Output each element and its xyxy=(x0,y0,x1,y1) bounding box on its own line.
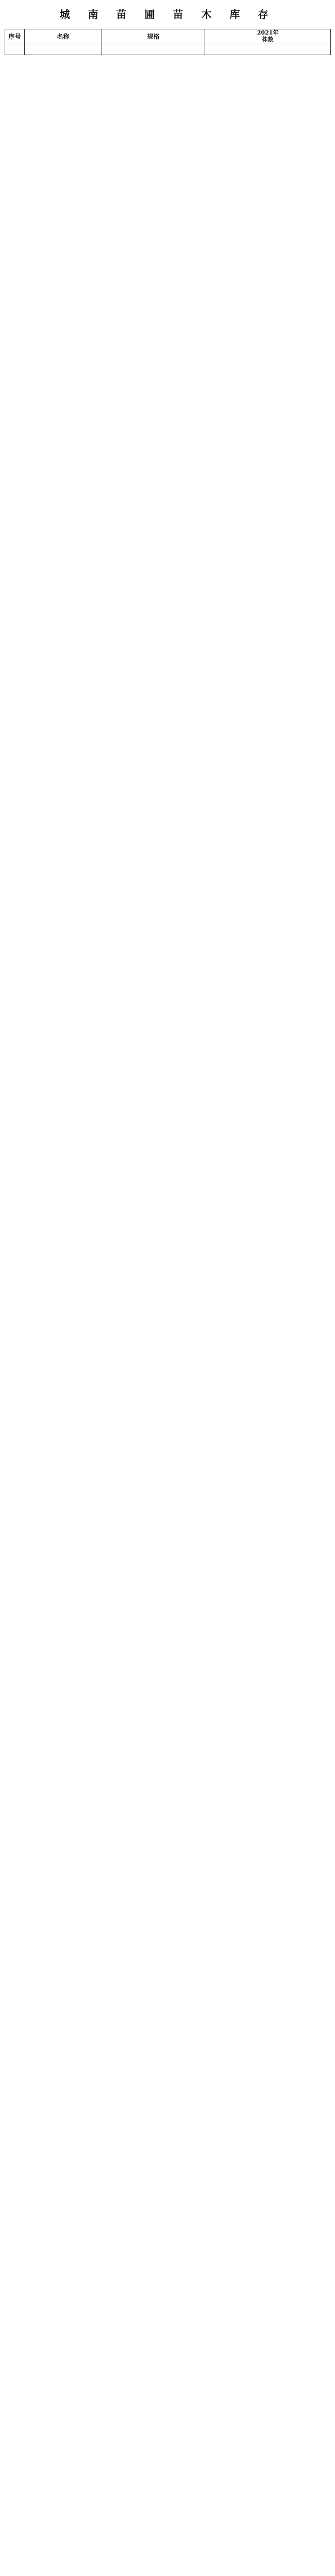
table-rows-region xyxy=(0,55,335,2576)
document-title: 城 南 苗 圃 苗 木 库 存 xyxy=(59,8,276,21)
table-cell xyxy=(5,43,25,55)
column-header-qty xyxy=(205,29,331,43)
column-header-spec: 规格 xyxy=(102,29,205,43)
table-header-row xyxy=(5,29,331,43)
column-header-no: 序号 xyxy=(5,29,25,43)
column-header-name: 名称 xyxy=(25,29,102,43)
column-header-qty-unit: 株数 xyxy=(262,36,274,43)
table-cell xyxy=(25,43,102,55)
table-cell xyxy=(102,43,205,55)
inventory-table xyxy=(5,29,331,55)
table-cell xyxy=(205,43,331,55)
table-body xyxy=(5,43,331,55)
column-header-qty-year: 2021年 xyxy=(257,29,279,36)
table-row-placeholder xyxy=(5,43,331,55)
